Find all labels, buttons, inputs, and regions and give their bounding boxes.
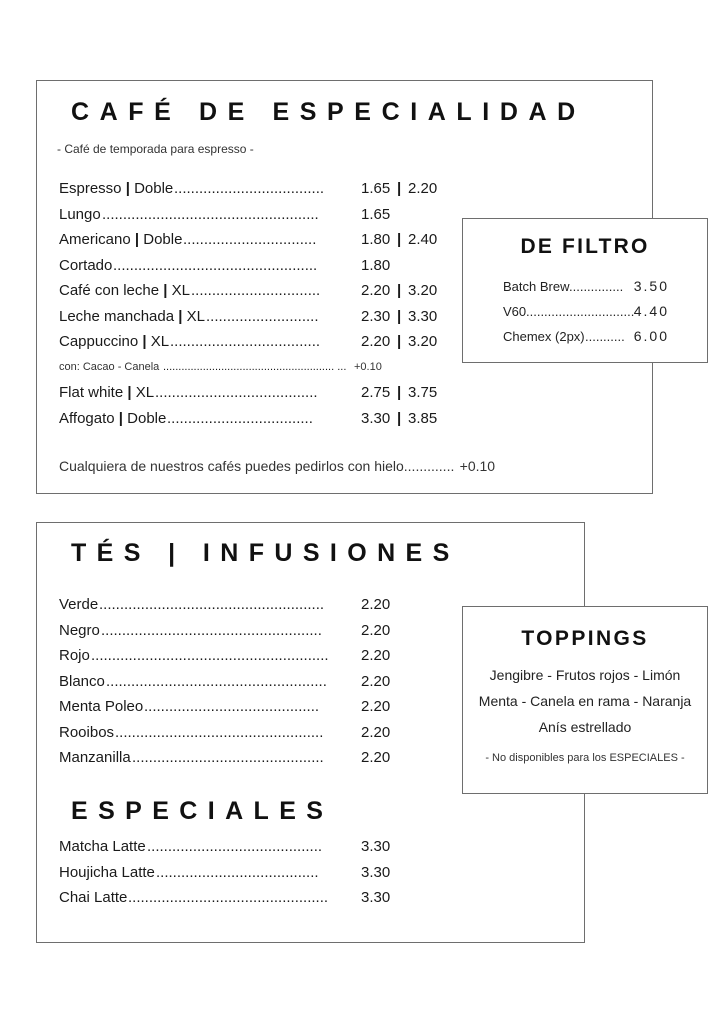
dot-leader: ................................................. [113, 256, 318, 274]
size-separator: | [159, 282, 172, 299]
item-name-text: Lungo [59, 205, 101, 223]
item-name: Matcha Latte [59, 838, 146, 855]
price-separator: | [397, 282, 402, 299]
item-price: 3.30 [361, 863, 391, 881]
item-price-large: 3.20 [408, 282, 438, 299]
menu-item-row [59, 834, 391, 860]
menu-item-row [59, 406, 438, 432]
item-price: 1.80 [361, 256, 391, 274]
item-variant: Doble [134, 180, 174, 197]
menu-item-row [59, 592, 391, 618]
size-separator: | [130, 231, 144, 248]
dot-leader: ............... [569, 279, 624, 294]
filtro-section [462, 218, 708, 363]
item-name [59, 227, 182, 253]
size-separator: | [121, 180, 135, 197]
item-name-text: Americano [59, 231, 131, 248]
menu-item-row [59, 202, 391, 228]
item-price-large: 3.20 [408, 333, 438, 350]
cafe-menu-list [59, 176, 438, 431]
price-separator: | [397, 333, 402, 350]
menu-item-row [59, 618, 391, 644]
item-price: 2.20 [361, 333, 391, 350]
dot-leader: ..................................................... [101, 621, 322, 639]
item-price: 2.20 [361, 596, 391, 613]
price-separator: | [397, 409, 402, 427]
filtro-menu-list [503, 274, 669, 349]
item-name [59, 304, 205, 330]
menu-item-row [59, 669, 391, 695]
especiales-menu-list [59, 834, 391, 911]
item-variant: Doble [127, 409, 167, 427]
item-price: 1.80 [361, 231, 391, 248]
size-separator: | [123, 384, 136, 401]
item-price: 2.20 [361, 282, 391, 299]
iced-note-price: +0.10 [459, 458, 496, 474]
item-price: +0.10 [354, 360, 382, 373]
item-name: Manzanilla [59, 749, 131, 766]
menu-item-row [59, 253, 391, 279]
dot-leader: ................................ [183, 231, 317, 248]
toppings-list [463, 662, 707, 740]
dot-leader: ................................... [167, 409, 313, 427]
menu-item-row [59, 380, 438, 406]
item-name: Negro [59, 621, 100, 639]
dot-leader: .............................. [526, 304, 634, 319]
menu-item-row [59, 329, 438, 355]
item-name: V60 [503, 304, 527, 319]
item-name [59, 202, 101, 228]
menu-item-row [59, 720, 391, 746]
item-price-large: 2.20 [408, 180, 438, 197]
item-name: Houjicha Latte [59, 863, 155, 881]
item-price: 3.50 [633, 278, 669, 294]
dot-leader: .................................................... [102, 205, 319, 223]
dot-leader: .......................................... [147, 838, 323, 855]
dot-leader: ...................................................... [99, 596, 325, 613]
item-price: 1.65 [361, 180, 391, 197]
item-name-text: Affogato [59, 409, 115, 427]
item-name [59, 329, 169, 355]
dot-leader: ........................... [206, 307, 319, 325]
menu-item-row [503, 324, 669, 349]
cafe-subtitle: - Café de temporada para espresso - [57, 142, 254, 156]
item-name [59, 380, 154, 406]
item-name: Blanco [59, 672, 105, 690]
dot-leader: ....................................... [156, 863, 319, 881]
item-price-large: 3.85 [408, 409, 438, 427]
dot-leader: ......................................................... [91, 647, 329, 664]
item-name-text: Espresso [59, 180, 122, 197]
item-price: 6.00 [633, 328, 669, 344]
size-separator: | [174, 307, 187, 325]
item-price: 2.20 [361, 723, 391, 741]
item-name [59, 253, 112, 279]
item-price: 4.40 [633, 303, 669, 319]
item-variant: XL [171, 282, 190, 299]
dot-leader: .................................... [170, 333, 321, 350]
item-variant: Doble [143, 231, 183, 248]
dot-leader: .................................... [174, 180, 325, 197]
item-price-large: 2.40 [408, 231, 438, 248]
item-name-text: con: Cacao - Canela [59, 360, 160, 373]
menu-item-row [503, 299, 669, 324]
item-price: 2.30 [361, 307, 391, 325]
item-name-text: Cappuccino [59, 333, 139, 350]
item-price: 2.75 [361, 384, 391, 401]
iced-note-text: Cualquiera de nuestros cafés puedes pedirlos con hielo [59, 458, 404, 474]
dot-leader: ............................... [191, 282, 321, 299]
item-name: Chemex (2px) [503, 329, 585, 344]
item-variant: XL [186, 307, 205, 325]
size-separator: | [114, 409, 128, 427]
item-name-text: Leche manchada [59, 307, 175, 325]
dot-leader: ........................................................ ... [163, 360, 347, 373]
especiales-section-title: ESPECIALES [71, 797, 334, 825]
item-name: Verde [59, 596, 99, 613]
toppings-section-title: TOPPINGS [521, 627, 649, 650]
item-name-text: Cortado [59, 256, 113, 274]
item-variant: XL [135, 384, 155, 401]
item-name [59, 176, 173, 202]
price-separator: | [397, 231, 402, 248]
item-name-text: Café con leche [59, 282, 160, 299]
menu-item-row [59, 304, 438, 330]
item-price: 2.20 [361, 621, 391, 639]
addon-row [59, 355, 382, 381]
item-price: 3.30 [361, 889, 391, 906]
item-name-text: Flat white [59, 384, 124, 401]
item-price: 2.20 [361, 749, 391, 766]
menu-item-row [59, 643, 391, 669]
item-name [59, 406, 166, 432]
tes-menu-list [59, 592, 391, 771]
item-name: Batch Brew [503, 279, 570, 294]
menu-item-row [59, 860, 391, 886]
menu-item-row [59, 227, 438, 253]
size-separator: | [138, 333, 151, 350]
item-name [59, 355, 159, 381]
item-price: 2.20 [361, 647, 391, 664]
item-name [59, 278, 190, 304]
item-price-large: 3.75 [408, 384, 438, 401]
dot-leader: .......................................... [144, 698, 320, 715]
tes-section-title: TÉS | INFUSIONES [71, 539, 460, 567]
menu-item-row [59, 176, 438, 202]
topping-line: Jengibre - Frutos rojos - Limón [489, 667, 681, 683]
menu-item-row [59, 885, 391, 911]
item-variant: XL [150, 333, 170, 350]
toppings-note: - No disponibles para los ESPECIALES - [485, 752, 685, 764]
dot-leader: ................................................ [128, 889, 329, 906]
item-price: 3.30 [361, 838, 391, 855]
item-price-large: 3.30 [408, 307, 438, 325]
item-price: 2.20 [361, 672, 391, 690]
item-price: 3.30 [361, 409, 391, 427]
price-separator: | [397, 384, 402, 401]
menu-item-row [503, 274, 669, 299]
item-price: 2.20 [361, 698, 391, 715]
menu-item-row [59, 694, 391, 720]
dot-leader: .................................................. [115, 723, 324, 741]
item-name: Rojo [59, 647, 90, 664]
price-separator: | [397, 307, 402, 325]
price-separator: | [397, 180, 402, 197]
dot-leader: ........... [585, 329, 625, 344]
menu-item-row [59, 278, 438, 304]
toppings-section [462, 606, 708, 794]
cafe-section-title: CAFÉ DE ESPECIALIDAD [71, 98, 586, 126]
topping-line: Menta - Canela en rama - Naranja [478, 693, 692, 709]
item-name: Rooibos [59, 723, 115, 741]
dot-leader: ..................................................... [106, 672, 327, 690]
item-name: Chai Latte [59, 889, 128, 906]
dot-leader: ....................................... [155, 384, 318, 401]
item-price: 1.65 [361, 205, 391, 223]
topping-line: Anís estrellado [538, 719, 632, 735]
filtro-section-title: DE FILTRO [520, 235, 650, 258]
dot-leader: .............................................. [132, 749, 324, 766]
item-name: Menta Poleo [59, 698, 144, 715]
iced-coffee-note [59, 458, 495, 474]
iced-note-leader: ............. [403, 458, 455, 474]
menu-item-row [59, 745, 391, 771]
